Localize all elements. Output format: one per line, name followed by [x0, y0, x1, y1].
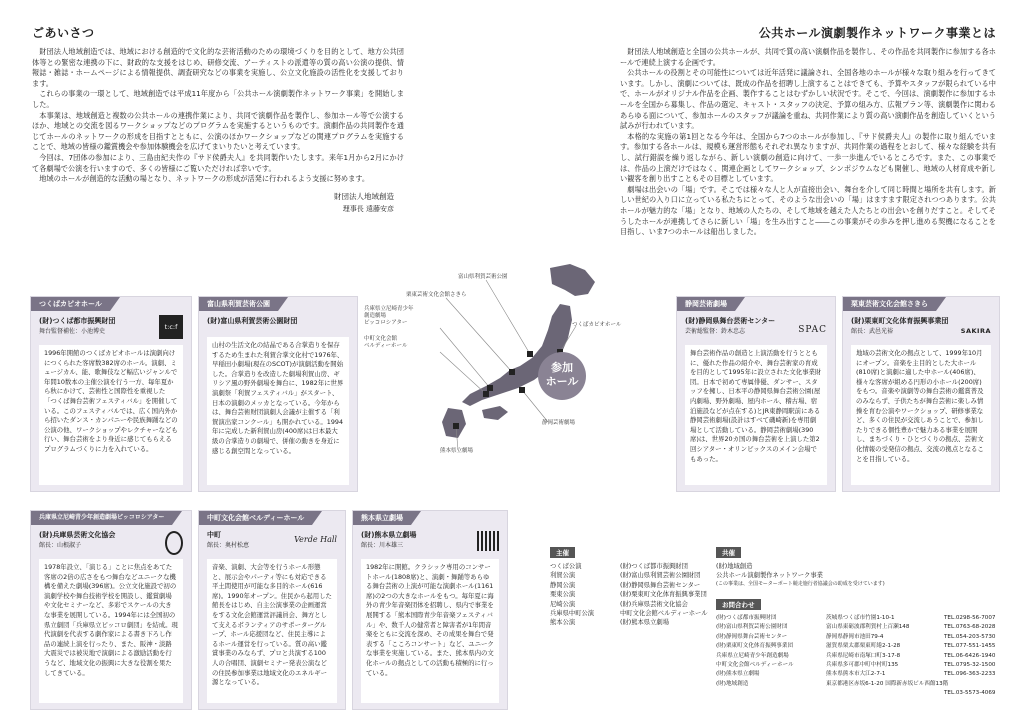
table-row: (財)静岡県舞台芸術センター 静岡県静岡市池田79-4 TEL.054-203-5730: [716, 633, 996, 640]
card-org: (財)栗東町文化体育振興事業団: [851, 317, 949, 325]
table-row: (財)つくば都市振興財団 茨城県つくば市竹園1-10-1 TEL.0298-56-7007: [716, 615, 996, 621]
card-toga: [198, 296, 358, 492]
callout-nakamichi: 中町文化会館 ベルディーホール: [364, 336, 408, 349]
cosponsor-line: (財)地域創造: [716, 563, 753, 570]
network-paragraph: 財団法人地域創造と全国の公共ホールが、共同で質の高い演劇作品を製作し、その作品を共同製作に参加する各ホールで連続上演する企画です。: [620, 47, 996, 67]
table-row: 利賀公演 (財)富山県利賀芸術公園財団: [550, 572, 701, 580]
hall-marker: [483, 391, 489, 397]
cosponsor-line: 公共ホール演劇製作ネットワーク事業: [716, 572, 823, 580]
card-tab: つくばカピオホール: [31, 297, 110, 311]
table-row: つくば公演 (財)つくば都市振興財団: [550, 563, 688, 570]
table-row: (財)熊本県立劇場 熊本県熊本市大江2-7-1 TEL.096-363-2233: [716, 671, 996, 678]
contacts-table: [716, 592, 1016, 699]
table-row: 兵庫県立尼崎青少年創造劇場 兵庫県尼崎市南塚口町3-17-8 TEL.06-6426-1940: [716, 652, 996, 659]
card-org: (財)つくば都市振興財団: [39, 317, 116, 325]
card-role: 館長：奥村松恵: [207, 542, 250, 549]
card-tab: 富山県利賀芸術公園: [199, 297, 278, 311]
table-row: (財)栗東町文化体育振興事業団 滋賀県栗太郡栗東町綣2-1-28 TEL.077-551-1455: [716, 643, 996, 650]
card-text: 音楽、演劇、大会等を行うホール形態と、展示会やパーティ等にも対応できる平土間使用が可能な多目的ホール(616席)。1990年オープン。住民から起用した館長をはじめ、自主公演事業の企画運営をする文化会館運営評議員会、舞方として支えるボランティアのサポーターグループ、ホール応援団など、住民主導によるホール運営を行っている。質の高い鑑賞事業のみならず、プロと共演する100人の合唱団、演劇セミナー発表公演などの住民参加事業は地域文化のエネルギー源となっている。: [207, 559, 337, 703]
network-title: 公共ホール演劇製作ネットワーク事業とは: [758, 26, 996, 40]
hall-marker: [453, 423, 459, 429]
network-paragraph: 公共ホールの役割とその可能性については近年活発に議論され、全国各地のホールが様々な取り組みを行ってきています。しかし、演劇については、既成の作品を招聘し上演することはできても、予算やスタッフが限られている中で、ホールがオリジナル作品を企画、製作することはむずかしい状況です。そこで、今回は、演劇製作に参加するホールを全国から募集し、作品の選定、キャスト・スタッフの決定、予算の組み方、広報プラン等、演劇製作に関わるあらゆる面について、参加ホールのスタッフが議論を重ね、共同作業により質の高い演劇作品を創造していくという試みが行われています。: [620, 68, 996, 131]
greeting-paragraph: 地域のホールが創造的な活動の場となり、ネットワークの形成が活発に行われるよう支援に努めます。: [39, 174, 370, 184]
table-row: 中町文化会館ベルディーホール 兵庫県多可郡中町中村町135 TEL.0795-32-1500: [716, 662, 996, 669]
card-shizuoka: [676, 296, 836, 492]
card-tab: 熊本県立劇場: [353, 511, 411, 525]
network-body: [620, 47, 996, 238]
card-text: 1996年開館のつくばカピオホールは演劇向けにつくられた客席数382席のホール。演劇、ミュージカル、能、歌舞伎など幅広いジャンルで年間10数本の主催公演を行う一方、毎年夏から秋にかけて、芸術性と国際性を重視した「つくば舞台芸術フェスティバル」を開催している。このフェスティバルでは、広く国内外から招いたダンス・カンパニーや民族舞踊などの公演の他、ワークショップやレクチャーなども行い、舞台芸術をより身近に感じてもらえるプログラムづくりに力を入れている。: [39, 345, 183, 485]
signature-org: 財団法人地域創造: [334, 191, 394, 201]
cosponsor-head: 共催: [716, 547, 741, 558]
card-org: (財)熊本県立劇場: [361, 531, 417, 539]
card-text: 1982年に開館。クラシック専用のコンサートホール(1808席)と、演劇・舞踊等あらゆる舞台芸術の上演が可能な演劇ホール(1161席)の2つの大きなホールをもつ。毎年夏に海外の青少年音楽団体を招聘し、県内で事業を展開する「熊本国際青少年音楽フェスティバル」や、数千人の健常者と障害者が1年間音楽をともに交流を深め、その成果を舞台で発表する「こころコンサート」など、ユニークな事業を実施している。また、熊本県内の文化ホールの拠点としての活動も積極的に行っている。: [361, 559, 499, 703]
table-row: 静岡公演 (財)静岡県舞台芸術センター: [550, 581, 701, 589]
greeting-section: [32, 24, 404, 214]
sakira-logo: SAKIRA: [960, 327, 991, 335]
card-sakira: [842, 296, 1000, 492]
greeting-paragraph: 今回は、7団体の参加により、三島由紀夫作の『サド侯爵夫人』を共同製作いたします。来年1月から2月にかけて各劇場で公演を行いますので、多くの皆様にご覧いただければ幸いです。: [32, 152, 404, 173]
card-piccolo: [30, 510, 192, 710]
card-tsukuba-capio: [30, 296, 192, 492]
table-row: 栗東公演 (財)栗東町文化体育振興事業団: [550, 591, 707, 599]
card-tab: 栗東芸術文化会館さきら: [843, 297, 936, 311]
card-verde: [198, 510, 346, 710]
card-org: (財)兵庫県芸術文化協会: [39, 531, 116, 539]
table-row: 熊本公演 (財)熊本県立劇場: [550, 619, 669, 627]
organizers-table: [550, 540, 740, 628]
card-text: 舞台芸術作品の創造と上演活動を行うとともに、優れた作品の紹介や、舞台芸術家の育成を目的として1995年に設立された文化事業財団。日本で初めて専属俳優、ダンサー、スタッフを擁し、日本平の静岡県舞台芸術公園(屋内劇場、野外劇場、屋内ホール、稽古場、宿泊施設などが点在する)とJR東静岡駅前にある静岡芸術劇場(設計はすべて磯崎新)を専用劇場として活動している。静岡芸術劇場(390席)は、世界20カ国の舞台芸術を上演した第2回シアター・オリンピックスのメイン会場でもあった。: [685, 345, 827, 485]
japan-map: [364, 260, 622, 470]
table-row: (財)富山県利賀芸術公園財団 富山県東砺波郡利賀村上百瀬148 TEL.0763-68-2028: [716, 624, 996, 631]
card-tab: 静岡芸術劇場: [677, 297, 735, 311]
contacts-head: お問合わせ: [716, 599, 761, 610]
signature-name: 理事長 遠藤安彦: [342, 204, 394, 213]
table-row: TEL.03-5573-4069: [944, 690, 996, 697]
greeting-paragraph: 財団法人地域創造では、地域における創造的で文化的な芸術活動のための環境づくりを目的として、地方公共団体等との緊密な連携の下に、財政的な支援をはじめ、研修交流、アーティストの派遣等の質の高い公演の提供、情報誌・雑誌・ホームページによる情報提供、調査研究などの事業を実施し、公立文化施設の活性化を支援しております。: [32, 47, 404, 88]
kumamoto-logo-icon: [477, 531, 499, 551]
hall-marker: [527, 351, 533, 357]
verde-hall-logo: Verde Hall: [294, 535, 337, 544]
greeting-paragraph: 本事業は、地域創造と複数の公共ホールの連携作業により、共同で演劇作品を製作し、参加ホール等で公演するほか、地域との交流を図るワークショップなどのプログラムを実施するというものです。演劇作品の共同製作を通じてホールのネットワークの形成を目指すとともに、公演のほかワークショップなどの関連プログラムを実施することで、地域の皆様の鑑賞機会や参加体験機会を広げてまいりたいと考えています。: [32, 110, 404, 152]
card-tab: 中町文化会館ベルディーホール: [199, 511, 312, 525]
piccolo-logo-icon: [165, 531, 183, 555]
card-role: 館長：川本雄三: [361, 542, 404, 549]
card-text: 山村の生活文化の結晶である合掌造りを保存するため生まれた利賀合掌文化村で1976年、早稲田小劇場(現在のSCOT)が演劇活動を開始した。合掌造りを改造した劇場利賀山房、ギリシア風の野外劇場を舞台に、1982年に世界演劇祭「利賀フェスティバル」がスタート、日本の演劇のメッカとなっている。今年からは、舞台芸術财団演劇人会議が主催する「利賀演出家コンクール」も開かれている。1994年に完成した新利賀山房(400席)は日本最大級の合掌造りの劇場で、併催の動きを身近に感じる創空間となっている。: [207, 337, 349, 485]
card-org: (財)富山県利賀芸術公園財団: [207, 317, 298, 325]
spac-logo: SPAC: [798, 325, 827, 335]
callout-shizuoka: 静岡芸術劇場: [542, 420, 576, 426]
card-kumamoto: [352, 510, 508, 710]
hall-marker: [509, 369, 515, 375]
greeting-title: ごあいさつ: [32, 26, 95, 40]
card-text: 地域の芸術文化の拠点として、1999年10月にオープン。音楽を主目的とした大ホール(810席)と演劇に適した中ホール(406席)、様々な客席が組める円形の小ホール(200席)をもつ。音楽や演劇等の舞台芸術の鑑賞普及のみならず、子供たちが舞台芸術に楽しみ情操を育む公演やワークショップ、研修事業など、多くの住民が交流しあうことで、参加したりできる個性豊かで魅力ある事業を展開し、まちづくり・ひとづくりの拠点、芸術文化情報の受発信の拠点、交流の拠点となることを目指している。: [851, 345, 991, 485]
callout-toyama: 富山県利賀芸術公園: [458, 274, 508, 280]
callout-tsukuba: つくばカピオホール: [572, 322, 622, 328]
card-org: (財)静岡県舞台芸術センター: [685, 317, 776, 325]
network-paragraph: 劇場は出会いの「場」です。そこでは様々な人と人が直接出会い、舞台を介して同じ時間と場所を共有します。新しい世紀の入り口に立っている私たちにとって、そのような出会いの「場」はますます限定されつつあります。公共ホールが魅力的な「場」となり、地域の人たちの、そして地域を越えた人たちとの出会いを創りだすこと。そしてそうしたホールが連携してさらに新しい「場」を生み出すこと――この事業がその歩みを押し進める契機になることを目指し、いま7つのホールは船出しました。: [620, 184, 996, 237]
card-role: 芸術総監督：鈴木忠志: [685, 328, 746, 335]
card-role: 舞台監督補佐：小池博史: [39, 328, 106, 335]
network-section: [620, 24, 996, 238]
participating-halls-badge: 参加 ホール: [538, 352, 586, 400]
table-row: 兵庫県中町公演 中町文化会館ベルディーホール: [550, 610, 708, 618]
greeting-signature: [32, 191, 404, 214]
card-role: 館長：武邑光裕: [851, 328, 894, 335]
greeting-body: [32, 47, 404, 185]
network-paragraph: 本格的な実施の第1回となる今年は、全国から7つのホールが参加し、『サド侯爵夫人』の製作に取り組んでいます。参加する各ホールは、規模も運営形態もそれぞれ異なりますが、共同作業の過程をとおして、様々な経験を共有し、試行錯誤を繰り返しながら、新しい演劇の創造に向けて、一歩一歩進んでいるところです。また、この事業では、作品の上演だけではなく、関連企画としてワークショップ、シンポジウムなども開催し、地域の人材育成や新しい観客を創り出すこともその目標としています。: [620, 131, 996, 184]
callout-hyogo: 兵庫県立尼崎青少年 創造劇場 ピッコロシアター: [364, 306, 414, 326]
card-org: 中町: [207, 531, 221, 539]
cosponsor-block: [716, 540, 1006, 588]
table-row: (財)地域創造 東京都港区赤坂6-1-20 国際新赤坂ビル西館13階: [716, 680, 949, 687]
card-text: 1978年設立、「演じる」ことに焦点をあてた客席の2倍の広さをもつ舞台などユニークな機構を備えた劇場(396席)。公立文化施設で初の演劇学校や舞台技術学校を開設し、鑑賞劇場や文化セミナーなど、多彩でスケールの大きな事業を展開している。1994年には全国初の県立劇団「兵庫県立ピッコロ劇団」を結成。現代演劇を代表する劇作家による書き下ろし作品の連続上演を行ったり、また、阪神・淡路大震災では被災地で演劇による激励活動を行うなど、地域文化の振興に大きな役割を果たしてきている。: [39, 559, 183, 703]
card-role: 館長：山根淑子: [39, 542, 82, 549]
callout-kumamoto: 熊本県立劇場: [440, 448, 474, 454]
hall-marker: [519, 387, 525, 393]
table-row: 尼崎公演 (財)兵庫県芸術文化協会: [550, 600, 688, 608]
callout-kurita: 栗東芸術文化会館さきら: [406, 292, 467, 298]
cosponsor-note: (この事業は、全国モーターボート競走施行者協議会の助成を受けています): [716, 580, 885, 587]
tcf-logo-icon: t:c:f: [159, 315, 183, 339]
greeting-paragraph: これらの事業の一環として、地域創造では平成11年度から「公共ホール演劇製作ネットワーク事業」を開始しました。: [32, 89, 404, 109]
organizers-head: 主催: [550, 547, 575, 558]
card-tab: 兵庫県立尼崎青少年創造劇場ピッコロシアター: [31, 511, 172, 525]
